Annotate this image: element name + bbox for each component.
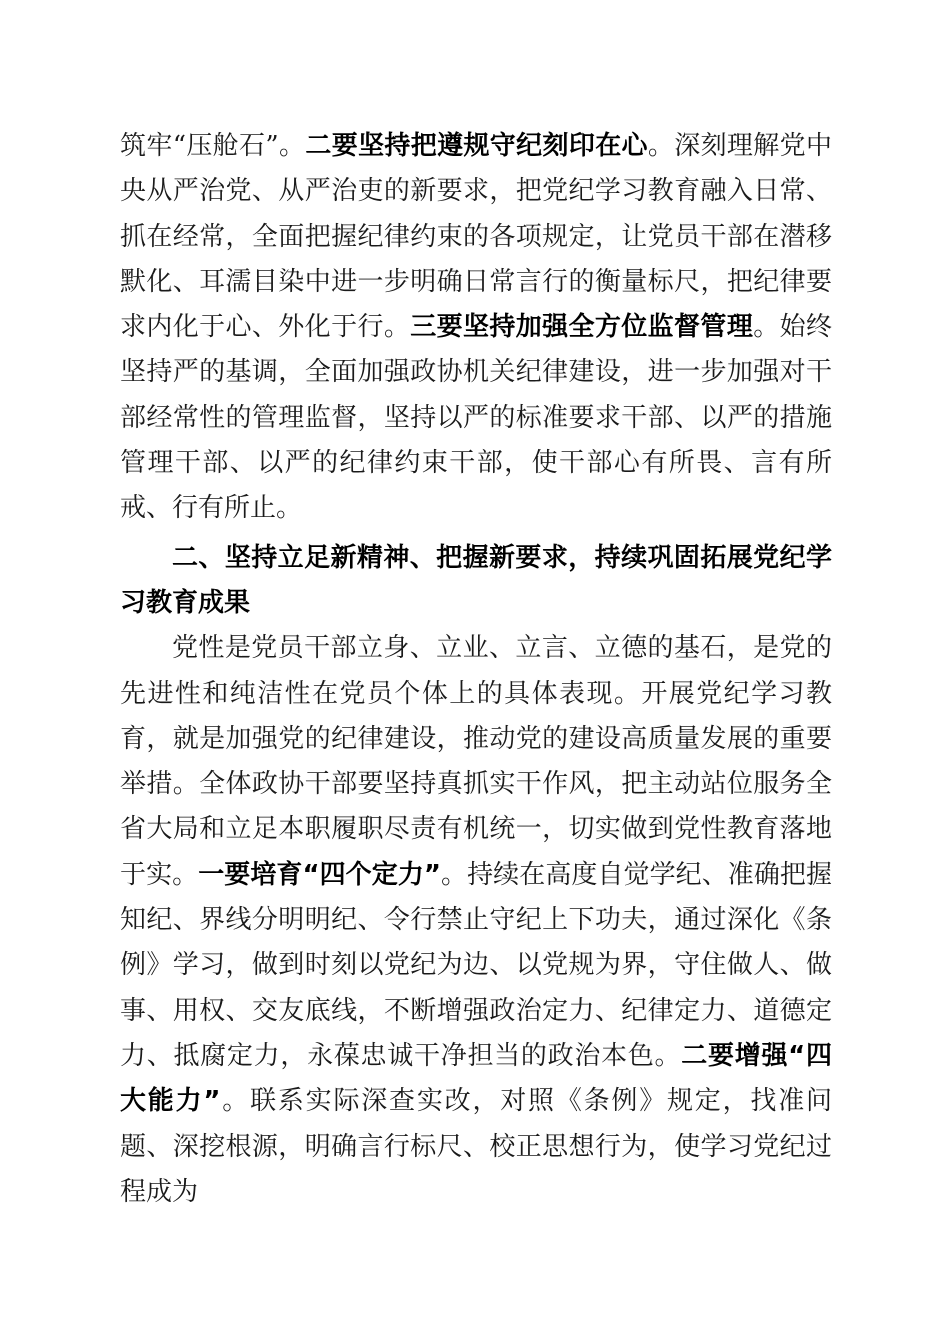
section-heading: 二、坚持立足新精神、把握新要求，持续巩固拓展党纪学习教育成果 xyxy=(120,542,832,618)
text-run: 。持续在高度自觉学纪、准确把握知纪、界线分明明纪、令行禁止守纪上下功夫，通过深化《条例》学习，做到时刻以党纪为边、以党规为界，守住做人、做事、用权、交友底线，不断增强政治定力、纪律定力、道德定力、抵腐定力，永葆忠诚干净担当的政治本色。 xyxy=(120,859,832,1071)
paragraph-body xyxy=(120,626,832,1215)
document-body xyxy=(120,124,832,1215)
bold-phrase-3: 三要坚持加强全方位监督管理 xyxy=(410,312,754,343)
text-run: 。始终坚持严的基调，全面加强政协机关纪律建设，进一步加强对干部经常性的管理监督，坚持以严的标准要求干部、以严的措施管理干部、以严的纪律约束干部，使干部心有所畏、言有所戒、行有所止。 xyxy=(120,312,832,524)
text-run: 。深刻理解党中央从严治党、从严治吏的新要求，把党纪学习教育融入日常、抓在经常，全面把握纪律约束的各项规定，让党员干部在潜移默化、耳濡目染中进一步明确日常言行的衡量标尺，把纪律要求内化于心、外化于行。 xyxy=(120,131,832,343)
text-run: 。联系实际深查实改，对照《条例》规定，找准问题、深挖根源，明确言行标尺、校正思想行为，使学习党纪过程成为 xyxy=(120,1086,832,1207)
bold-phrase-2: 二要增强“四大能力” xyxy=(120,1040,832,1117)
paragraph-continued xyxy=(120,124,832,532)
bold-phrase-2: 二要坚持把遵规守纪刻印在心 xyxy=(305,131,648,161)
bold-phrase-1: 一要培育“四个定力” xyxy=(198,859,441,890)
text-run: 筑牢“压舱石”。 xyxy=(120,131,306,161)
text-run: 党性是党员干部立身、立业、立言、立德的基石，是党的先进性和纯洁性在党员个体上的具体表现。开展党纪学习教育，就是加强党的纪律建设，推动党的建设高质量发展的重要举措。全体政协干部要坚持真抓实干作风，把主动站位服务全省大局和立足本职履职尽责有机统一，切实做到党性教育落地于实。 xyxy=(120,633,832,890)
